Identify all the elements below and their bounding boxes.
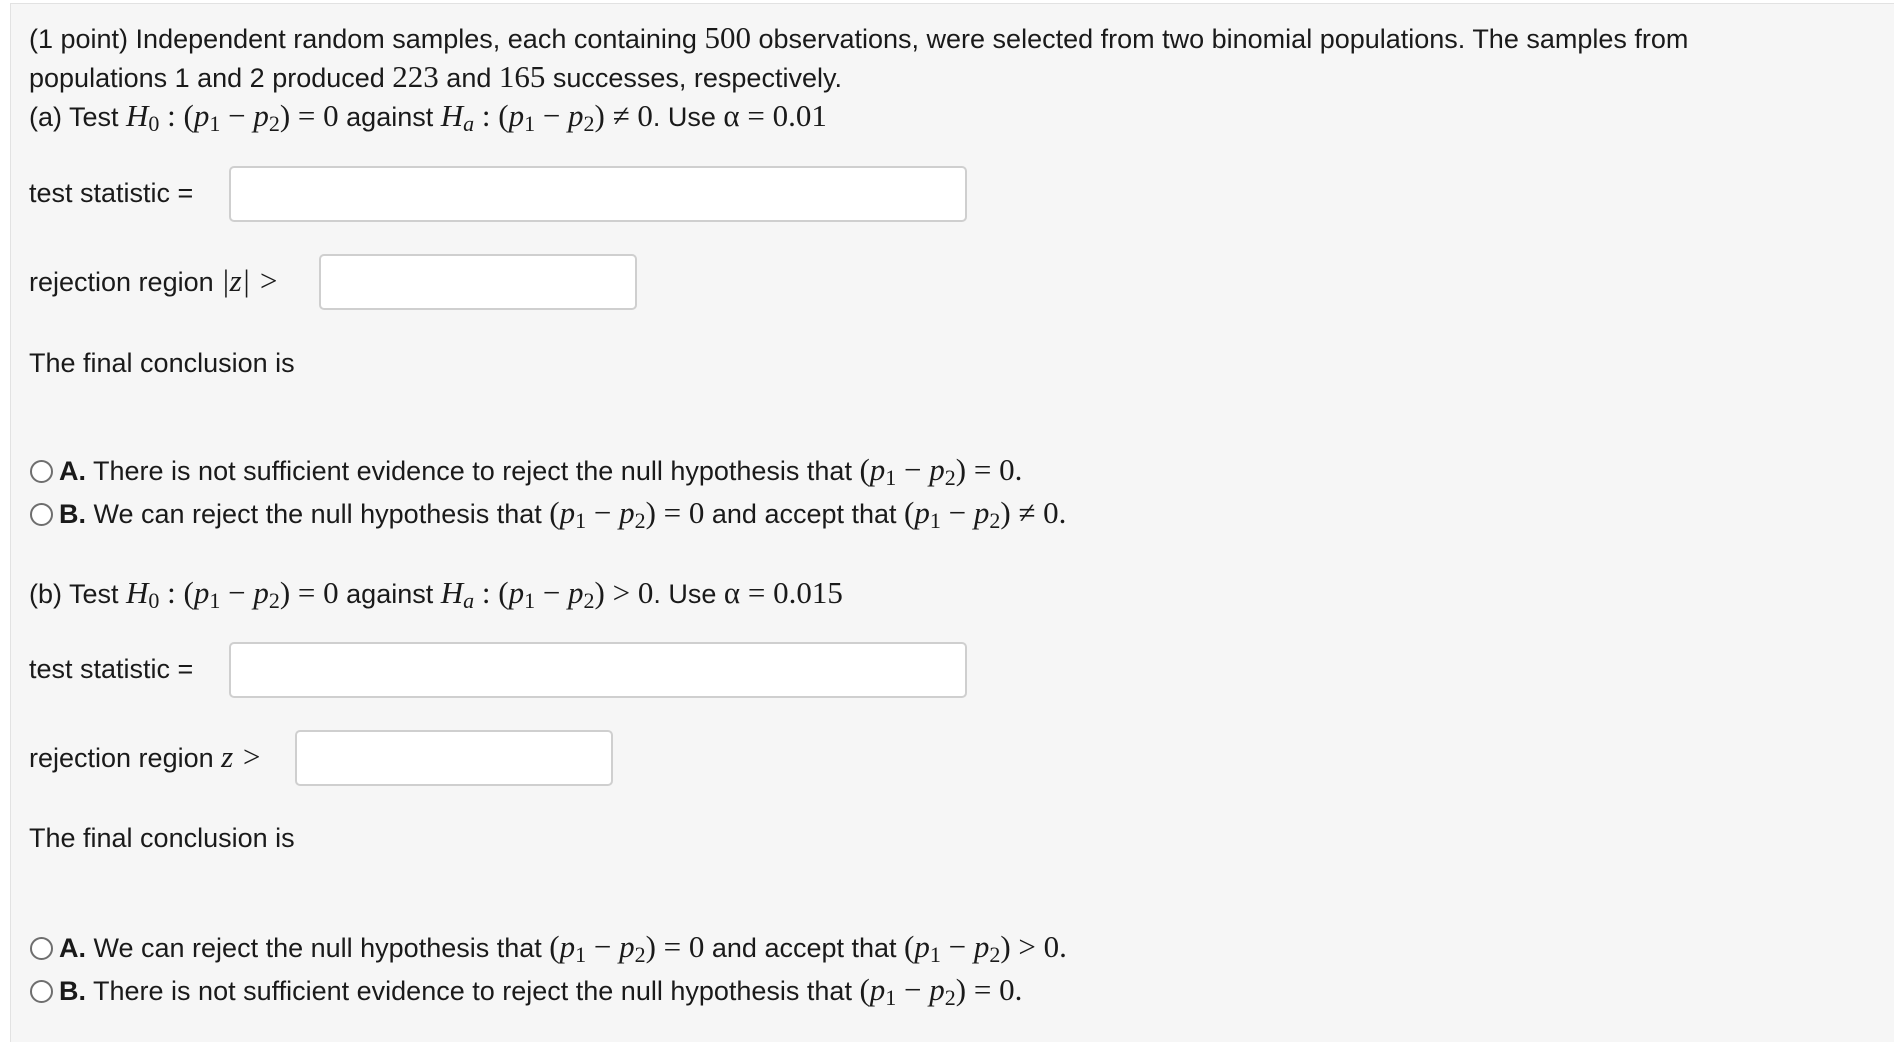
- null-hypothesis: $H_0$ : $(p_1 - p_2) = 0$: [126, 98, 339, 136]
- option-text: We can reject the null hypothesis that: [86, 499, 550, 529]
- rejection-label-text: rejection region: [29, 267, 222, 297]
- rejection-region-label-a: [29, 261, 279, 302]
- option-math: $(p_1 - p_2) = 0$: [549, 495, 705, 533]
- option-letter: A.: [59, 933, 86, 963]
- option-math: $(p_1 - p_2) = 0$.: [859, 972, 1023, 1010]
- rejection-region-input-b[interactable]: [295, 730, 613, 786]
- option-math-relation: = 0.: [973, 452, 1023, 487]
- option-text: and accept that: [704, 933, 905, 963]
- alt-relation: > 0: [612, 575, 654, 610]
- test-statistic-input-a[interactable]: [229, 166, 967, 222]
- option-letter: B.: [59, 499, 86, 529]
- option-text: and accept that: [704, 499, 905, 529]
- option-letter: A.: [59, 456, 86, 486]
- sample-size: 500: [704, 20, 751, 55]
- successes-2: 165: [498, 59, 546, 94]
- part-a-header: [29, 96, 827, 137]
- intro-text: observations, were selected from two binomial populations. The samples from: [750, 24, 1689, 54]
- test-statistic-input-b[interactable]: [229, 642, 967, 698]
- use-alpha-text: . Use: [652, 102, 724, 132]
- option-math: $(p_1 - p_2) = 0$.: [859, 452, 1023, 490]
- use-alpha-text: . Use: [653, 579, 724, 609]
- option-letter: B.: [59, 976, 86, 1006]
- option-b-b: [59, 970, 1022, 1011]
- radio-a-option-b[interactable]: [30, 503, 53, 526]
- option-math-relation: > 0.: [1018, 929, 1067, 964]
- rejection-region-input-a[interactable]: [319, 254, 637, 310]
- option-math-2: $(p_1 - p_2) > 0$.: [904, 929, 1067, 967]
- option-text: There is not sufficient evidence to reject the null hypothesis that: [86, 456, 860, 486]
- option-a-b: [59, 493, 1066, 534]
- option-math-2: $(p_1 - p_2) \ne 0$.: [904, 495, 1067, 533]
- intro-text: populations 1 and 2 produced: [29, 63, 393, 93]
- alt-hypothesis: $H_a$ : $(p_1 - p_2) > 0$: [440, 575, 654, 613]
- part-a-label: (a) Test: [29, 102, 127, 132]
- problem-intro-line1: [29, 18, 1688, 59]
- rejection-label-text: rejection region: [29, 743, 222, 773]
- alpha-value: α = 0.015: [723, 575, 843, 610]
- option-math-relation: = 0.: [973, 972, 1023, 1007]
- test-statistic-label-b: test statistic =: [29, 654, 194, 684]
- conclusion-label-a: The final conclusion is: [29, 348, 295, 378]
- intro-text: and: [438, 63, 499, 93]
- intro-text: successes, respectively.: [545, 63, 842, 93]
- option-math-relation: = 0: [663, 929, 705, 964]
- intro-text: (1 point) Independent random samples, each containing: [29, 24, 705, 54]
- alpha-value: α = 0.01: [723, 98, 827, 133]
- null-hypothesis: $H_0$ : $(p_1 - p_2) = 0$: [126, 575, 339, 613]
- rejection-region-label-b: [29, 737, 262, 778]
- option-math: $(p_1 - p_2) = 0$: [549, 929, 705, 967]
- option-b-a: [59, 927, 1067, 968]
- part-b-label: (b) Test: [29, 579, 127, 609]
- rejection-variable: |z| >: [221, 263, 279, 298]
- against-text: against: [338, 102, 441, 132]
- alt-hypothesis: $H_a$ : $(p_1 - p_2) \ne 0$: [440, 98, 653, 136]
- against-text: against: [338, 579, 441, 609]
- alt-relation: ≠ 0: [612, 98, 653, 133]
- rejection-variable: z >: [221, 739, 262, 774]
- option-text: We can reject the null hypothesis that: [86, 933, 550, 963]
- option-a-a: [59, 450, 1022, 491]
- option-math-relation: ≠ 0.: [1018, 495, 1067, 530]
- option-text: There is not sufficient evidence to reject the null hypothesis that: [86, 976, 860, 1006]
- conclusion-label-b: The final conclusion is: [29, 823, 295, 853]
- part-b-header: [29, 573, 843, 614]
- test-statistic-label-a: test statistic =: [29, 178, 194, 208]
- option-math-relation: = 0: [663, 495, 705, 530]
- radio-b-option-b[interactable]: [30, 980, 53, 1003]
- successes-1: 223: [392, 59, 439, 94]
- problem-intro-line2: [29, 57, 842, 98]
- radio-a-option-a[interactable]: [30, 460, 53, 483]
- radio-b-option-a[interactable]: [30, 937, 53, 960]
